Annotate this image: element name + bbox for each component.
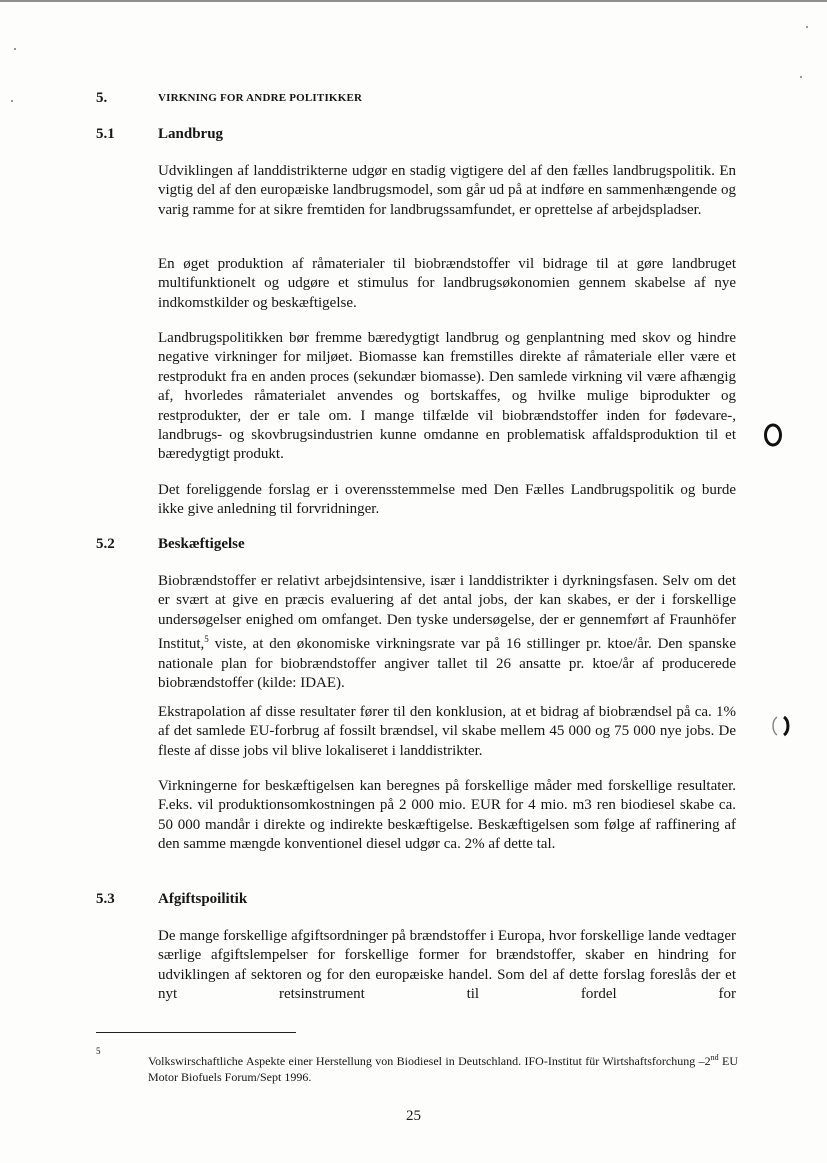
section-heading: Landbrug (158, 126, 224, 142)
section-number: 5.3 (96, 891, 115, 907)
chapter-title: VIRKNING FOR ANDRE POLITIKKER (158, 92, 363, 104)
chapter-number: 5. (96, 90, 108, 106)
footnote-superscript: nd (710, 1053, 719, 1062)
footnote-text-part: Volkswirschaftliche Aspekte einer Herstellung von Biodiesel in Deutschland. IFO-Institut für Wirtshaftsforchung –2 (148, 1054, 711, 1068)
scan-speck (800, 76, 802, 78)
paragraph: Ekstrapolation af disse resultater fører til den konklusion, at et bidrag af biobrændsel på ca. 1% af det samlede EU-forbrug af fossilt brændsel, vil skabe mellem 45 000 og 75 000 nye jobs. De fleste af disse jobs vil blive lokaliseret i landdistrikter. (158, 704, 736, 759)
scan-speck (14, 48, 16, 50)
footnote-text-part: EU Motor Biofuels Forum/Sept 1996. (148, 1054, 738, 1084)
scan-speck (806, 26, 808, 28)
section-heading: Afgiftspoilitik (158, 891, 248, 907)
footnote-divider (96, 1032, 296, 1033)
punch-hole-icon (771, 714, 791, 738)
scan-edge-line (0, 0, 827, 2)
paragraph-with-footnote-ref (158, 572, 736, 693)
section-heading: Beskæftigelse (158, 536, 245, 552)
paragraph: Udviklingen af landdistrikterne udgør en stadig vigtigere del af den fælles landbrugspolitik. En vigtig del af den europæiske landbrugsmodel, som går ud på at indføre en sammenhængende og varig ramme for at sikre fremtiden for landbrugssamfundet, er oprettelse af arbejdspladser. (158, 163, 736, 218)
paragraph: Landbrugspolitikken bør fremme bæredygtigt landbrug og genplantning med skov og hindre negative virkninger for miljøet. Biomasse kan fremstilles direkte af råmateriale eller være et restprodukt fra en anden proces (sekundær biomasse). Den samlede virkning vil være afhængig af, hvorledes råmaterialet anvendes og bortskaffes, og hvilke mulige biprodukter og restprodukter, der er tale om. I mange tilfælde vil biobrændstoffer inden for fødevare-, landbrugs- og skovbrugsindustrien kunne omdanne en problematisk affaldsproduktion til et bæredygtigt produkt. (158, 330, 736, 463)
paragraph: Det foreliggende forslag er i overensstemmelse med Den Fælles Landbrugspolitik og burde ikke give anledning til forvridninger. (158, 482, 736, 518)
paragraph: En øget produktion af råmaterialer til biobrændstoffer vil bidrage til at gøre landbruget multifunktionelt og udgøre et stimulus for landbrugsøkonomien gennem skabelse af nye indkomstkilder og beskæftigelse. (158, 256, 736, 311)
footnote-reference[interactable]: 5 (204, 634, 209, 645)
footnote-mark: 5 (96, 1046, 101, 1056)
footnote-text (148, 1050, 738, 1085)
paragraph-text: Biobrændstoffer er relativt arbejdsintensive, især i landdistrikter i dyrkningsfasen. Selv om det er svært at give en præcis evaluering af det antal jobs, der kan skabes, er der i forskellige undersøgelser enighed om omfanget. Den tyske undersøgelse, der er gennemført af Fraunhöfer Institut, (158, 573, 736, 653)
punch-hole-icon (763, 423, 783, 447)
paragraph: De mange forskellige afgiftsordninger på brændstoffer i Europa, hvor forskellige lande vedtager særlige afgiftslempelser for forskellige former for brændstoffer, skaber en hindring for udviklingen af sektoren og for den europæiske handel. Som del af dette forslag foreslås der et nyt retsinstrument til fordel for (158, 928, 736, 1003)
section-number: 5.2 (96, 536, 115, 552)
section-number: 5.1 (96, 126, 115, 142)
page-number: 25 (406, 1108, 421, 1124)
paragraph-text: viste, at den økonomiske virkningsrate var på 16 stillinger pr. ktoe/år. Den spanske nationale plan for biobrændstoffer angiver tallet til 26 ansatte pr. ktoe/år af producerede biobrændstoffer (kilde: IDAE). (158, 636, 736, 692)
paragraph: Virkningerne for beskæftigelsen kan beregnes på forskellige måder med forskellige resultater. F.eks. vil produktionsomkostningen på 2 000 mio. EUR for 4 mio. m3 ren biodiesel skabe ca. 50 000 mandår i direkte og indirekte beskæftigelse. Beskæftigelsen som følge af raffinering af den samme mængde konventionel diesel udgør ca. 2% af dette tal. (158, 778, 736, 853)
scan-speck (11, 100, 13, 102)
